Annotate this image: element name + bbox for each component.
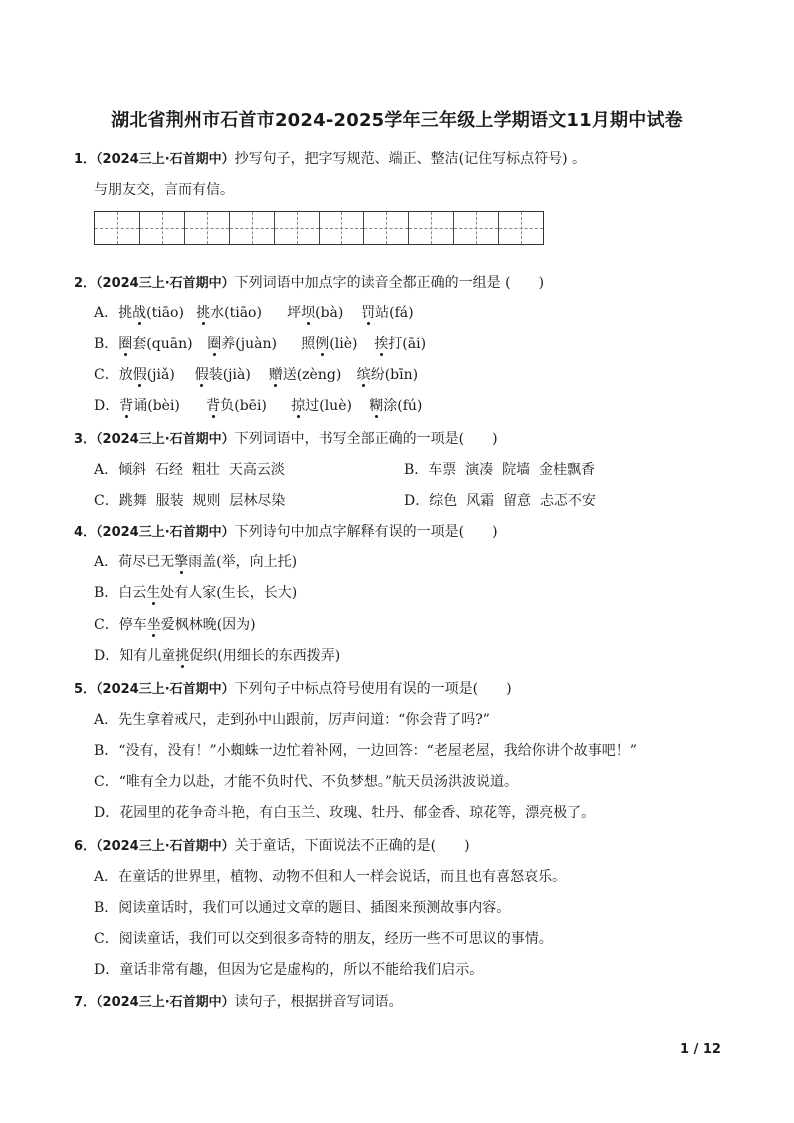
word: 照例(liè) bbox=[301, 336, 358, 352]
option-label: A． bbox=[94, 305, 119, 321]
word: 缤纷(bīn) bbox=[356, 367, 419, 383]
option-a: A．在童话的世界里，植物、动物不但和人一样会说话，而且也有喜怒哀乐。 bbox=[94, 869, 567, 885]
option-label: C． bbox=[94, 367, 119, 383]
question-text: 下列句子中标点符号使用有误的一项是( ) bbox=[234, 681, 512, 697]
option-b: B．阅读童话时，我们可以通过文章的题目、插图来预测故事内容。 bbox=[94, 900, 511, 916]
question-6 bbox=[74, 835, 470, 855]
grid-cell[interactable] bbox=[230, 212, 275, 244]
question-source: （2024三上·石首期中） bbox=[96, 682, 235, 697]
grid-cell[interactable] bbox=[95, 212, 140, 244]
grid-cell[interactable] bbox=[409, 212, 454, 244]
question-number: 2． bbox=[74, 276, 97, 291]
option-b: B．“没有，没有！”小蜘蛛一边忙着补网，一边回答：“老屋老屋，我给你讲个故事吧！” bbox=[94, 743, 637, 759]
option-b: B．白云生处有人家(生长，长大) bbox=[94, 585, 298, 601]
option-d: D．知有儿童挑促织(用细长的东西拨弄) bbox=[94, 648, 341, 664]
word: 罚站(fá) bbox=[361, 305, 414, 321]
grid-cell[interactable] bbox=[454, 212, 499, 244]
question-1 bbox=[74, 148, 586, 168]
option-c: C．跳舞 服装 规则 层林尽染 bbox=[94, 493, 286, 509]
writing-grid[interactable] bbox=[94, 211, 544, 245]
question-4 bbox=[74, 521, 498, 541]
option-d bbox=[94, 395, 422, 415]
option-d: D．童话非常有趣，但因为它是虚构的，所以不能给我们启示。 bbox=[94, 962, 484, 978]
option-b: B．车票 演凑 院墙 金桂飘香 bbox=[404, 462, 595, 478]
word: 挨打(āi) bbox=[374, 336, 427, 352]
question-text: 下列词语中加点字的读音全都正确的一组是 ( ) bbox=[234, 275, 545, 291]
question-text: 关于童话，下面说法不正确的是( ) bbox=[234, 838, 470, 854]
option-a: A．倾斜 石经 粗壮 天高云淡 bbox=[94, 462, 285, 478]
option-d: D．花园里的花争奇斗艳，有白玉兰、玫瑰、牡丹、郁金香、琼花等，漂亮极了。 bbox=[94, 805, 596, 821]
word: 坪坝(bà) bbox=[287, 305, 344, 321]
exam-title: 湖北省荆州市石首市2024-2025学年三年级上学期语文11月期中试卷 bbox=[111, 110, 683, 131]
question-text: 抄写句子，把字写规范、端正、整洁(记住写标点符号) 。 bbox=[234, 151, 587, 167]
question-7 bbox=[74, 991, 403, 1011]
question-number: 4． bbox=[74, 525, 97, 540]
word: 背负(bēi) bbox=[206, 398, 267, 414]
option-c bbox=[94, 364, 418, 384]
grid-cell[interactable] bbox=[320, 212, 365, 244]
grid-cell[interactable] bbox=[185, 212, 230, 244]
option-c: C．停车坐爱枫林晚(因为) bbox=[94, 617, 256, 633]
question-number: 1． bbox=[74, 152, 97, 167]
option-label: B． bbox=[94, 336, 119, 352]
word: 糊涂(fú) bbox=[369, 398, 423, 414]
question-number: 7． bbox=[74, 995, 97, 1010]
question-text: 下列词语中，书写全部正确的一项是( ) bbox=[234, 431, 498, 447]
word: 假装(jià) bbox=[194, 367, 251, 383]
question-3 bbox=[74, 428, 498, 448]
option-a: A．先生拿着戒尺，走到孙中山跟前，厉声问道：“你会背了吗?” bbox=[94, 712, 490, 728]
question-2 bbox=[74, 272, 544, 292]
grid-cell[interactable] bbox=[275, 212, 320, 244]
grid-cell[interactable] bbox=[499, 212, 543, 244]
word: 圈养(juàn) bbox=[207, 336, 277, 352]
grid-cell[interactable] bbox=[140, 212, 185, 244]
question-source: （2024三上·石首期中） bbox=[96, 152, 235, 167]
option-d: D．综色 风霜 留意 忐忑不安 bbox=[404, 493, 596, 509]
question-number: 5． bbox=[74, 682, 97, 697]
page-number: 1 / 12 bbox=[680, 1042, 721, 1057]
question-source: （2024三上·石首期中） bbox=[96, 839, 235, 854]
question-source: （2024三上·石首期中） bbox=[96, 432, 235, 447]
question-number: 3． bbox=[74, 432, 97, 447]
word: 圈套(quān) bbox=[118, 336, 193, 352]
question-source: （2024三上·石首期中） bbox=[96, 525, 235, 540]
question-text: 读句子，根据拼音写词语。 bbox=[234, 994, 403, 1010]
option-label: D． bbox=[94, 398, 120, 414]
word: 挑战(tiāo) bbox=[118, 305, 184, 321]
option-c: C．“唯有全力以赴，才能不负时代、不负梦想。”航天员汤洪波说道。 bbox=[94, 774, 519, 790]
question-number: 6． bbox=[74, 839, 97, 854]
word: 背诵(bèi) bbox=[119, 398, 180, 414]
word: 赠送(zèng) bbox=[268, 367, 342, 383]
question-text: 下列诗句中加点字解释有误的一项是( ) bbox=[234, 524, 498, 540]
question-5 bbox=[74, 678, 512, 698]
grid-cell[interactable] bbox=[364, 212, 409, 244]
option-a: A．荷尽已无擎雨盖(举，向上托) bbox=[94, 554, 298, 570]
option-c: C．阅读童话，我们可以交到很多奇特的朋友，经历一些不可思议的事情。 bbox=[94, 931, 553, 947]
word: 挑水(tiāo) bbox=[196, 305, 262, 321]
option-a bbox=[94, 302, 414, 322]
word: 放假(jiǎ) bbox=[118, 367, 175, 383]
copy-sentence: 与朋友交，言而有信。 bbox=[94, 182, 234, 198]
question-source: （2024三上·石首期中） bbox=[96, 995, 235, 1010]
question-source: （2024三上·石首期中） bbox=[96, 276, 235, 291]
word: 掠过(luè) bbox=[291, 398, 352, 414]
option-b bbox=[94, 333, 426, 353]
